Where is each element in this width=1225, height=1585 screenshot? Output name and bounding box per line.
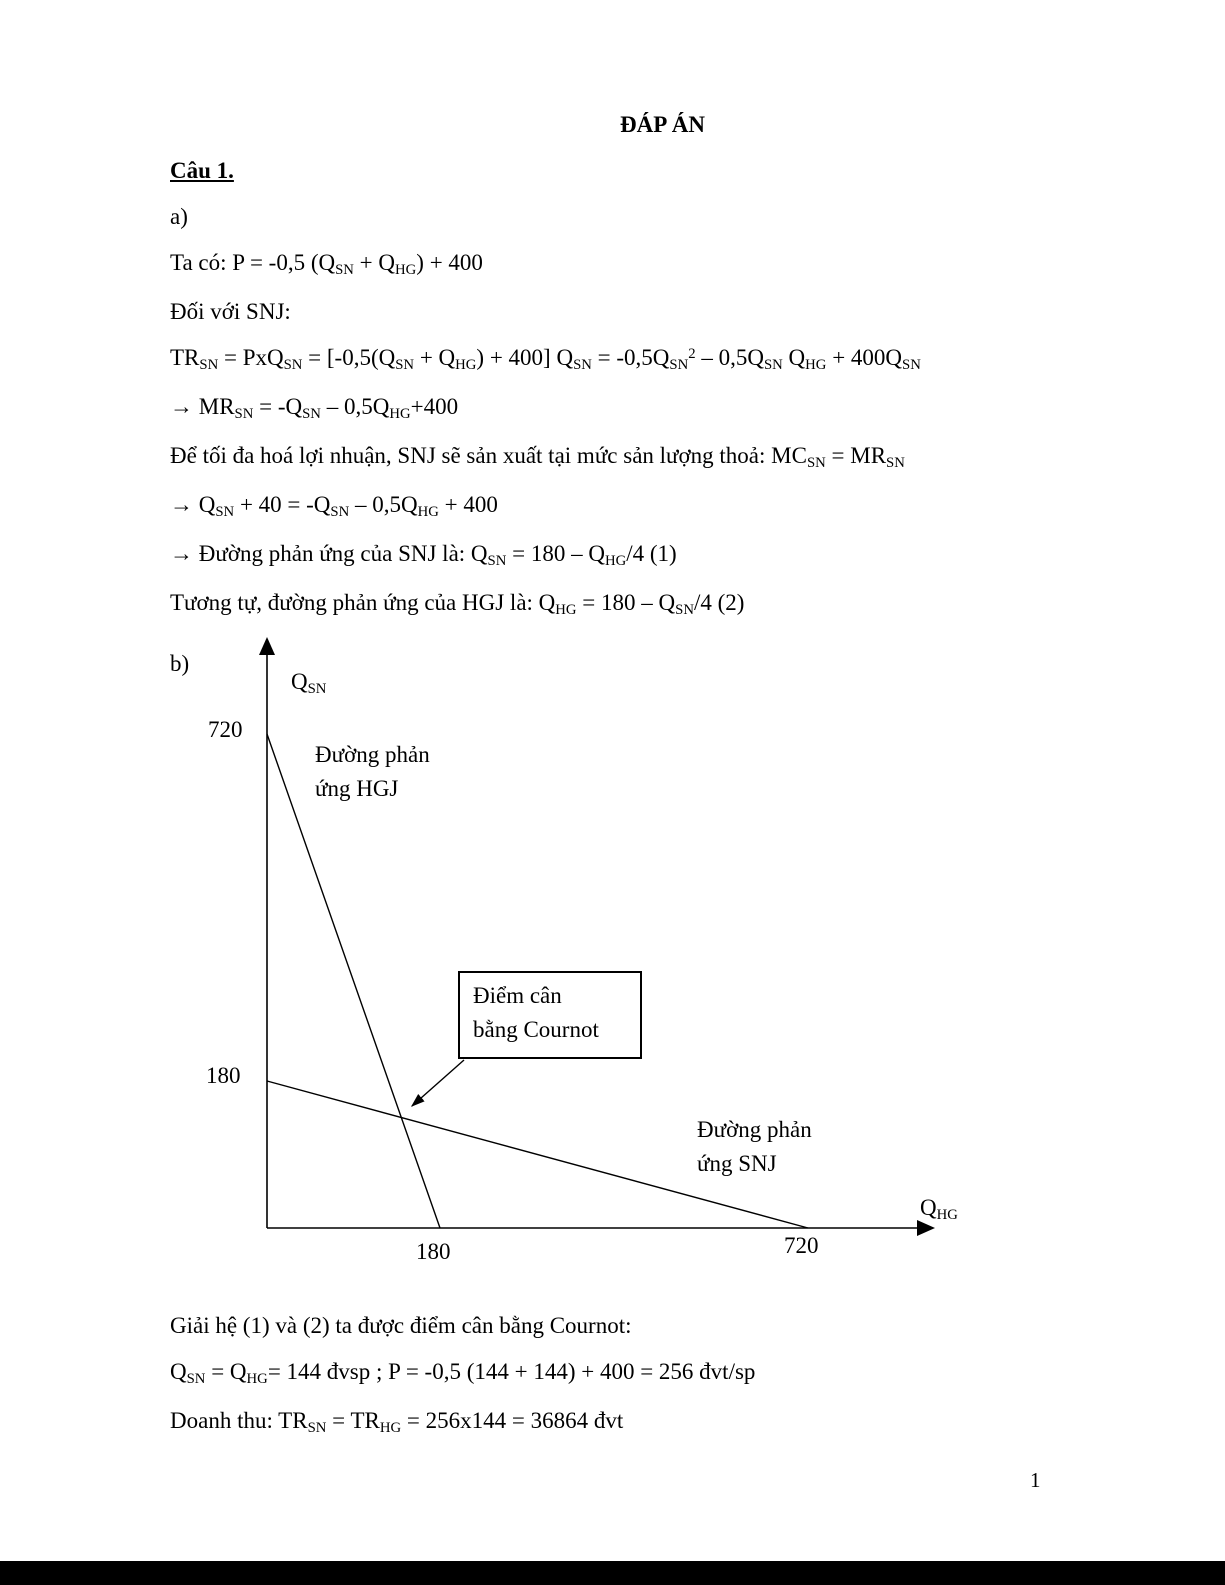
- formula-line-mr: → $MR_{SN} = -Q_{SN} - 0,5Q_{HG}+400$: [170, 394, 459, 423]
- hgj-curve-label: Đường phản ứng HGJ: [315, 742, 430, 801]
- y-axis-arrowhead-icon: [259, 637, 275, 655]
- hgj-reaction-line: [267, 734, 440, 1228]
- formula-line-tuongtu: Tương tự, đường phản ứng của HGJ là: $Q_{HG} = 180 - Q_{SN}/4$ (2): [170, 590, 745, 619]
- y-tick-180: 180: [206, 1063, 241, 1088]
- formula-line-tr: $TR_{SN} = PxQ_{SN} = [-0,5(Q_{SN} + Q_{HG}) + 400] Q_{SN} = -0,5Q_{SN}^2 - 0,5Q_{SN}$ $Q_{HG} + 400Q_{SN}$: [170, 345, 921, 374]
- formula-line-q40: → $Q_{SN} + 40 = -Q_{SN} - 0,5Q_{HG} + 400$: [170, 492, 498, 521]
- text-line-detoida: Để tối đa hoá lợi nhuận, SNJ sẽ sản xuất tại mức sản lượng thoả: $MC_{SN} = MR_{SN}$: [170, 443, 905, 472]
- part-b-label: b): [170, 651, 190, 676]
- formula-line-taco: Ta có: P = -0,5 $(Q_{SN} + Q_{HG}) + 400$: [170, 250, 483, 279]
- y-axis-label: $Q_{SN}$: [291, 669, 327, 698]
- formula-line-qsnqhg: $Q_{SN} = Q_{HG}= 144$ đvsp ; P = -0,5 (144 + 144) + 400 = 256 đvt/sp: [170, 1359, 756, 1388]
- part-a-label: a): [170, 204, 188, 229]
- formula-line-phanung-snj: → Đường phản ứng của SNJ là: $Q_{SN} = 180 - Q_{HG}/4$ (1): [170, 541, 677, 570]
- text-line-giaihe: Giải hệ (1) và (2) ta được điểm cân bằng Cournot:: [170, 1313, 632, 1338]
- page-title: ĐÁP ÁN: [620, 112, 705, 137]
- bottom-bar: [0, 1561, 1225, 1585]
- cournot-annotation-box: Điểm cân bằng Cournot: [458, 971, 642, 1059]
- formula-line-doanhthu: Doanh thu: $TR_{SN} = TR_{HG} = 256x144 = 36864$ đvt: [170, 1408, 624, 1437]
- page-number: 1: [1030, 1468, 1041, 1492]
- diagram-canvas: [0, 629, 1225, 1289]
- x-tick-180: 180: [416, 1239, 451, 1264]
- cournot-diagram: [0, 629, 1225, 1289]
- question-heading: [170, 148, 1105, 194]
- x-tick-720: 720: [784, 1233, 819, 1258]
- y-tick-720: 720: [208, 717, 243, 742]
- question-heading-text: Câu 1.: [170, 158, 234, 183]
- text-line-doivoi: Đối với SNJ:: [170, 299, 291, 324]
- snj-curve-label: Đường phản ứng SNJ: [697, 1117, 812, 1176]
- x-axis-label: $Q_{HG}$: [920, 1195, 958, 1224]
- equilibrium-pointer-arrow: [412, 1060, 464, 1106]
